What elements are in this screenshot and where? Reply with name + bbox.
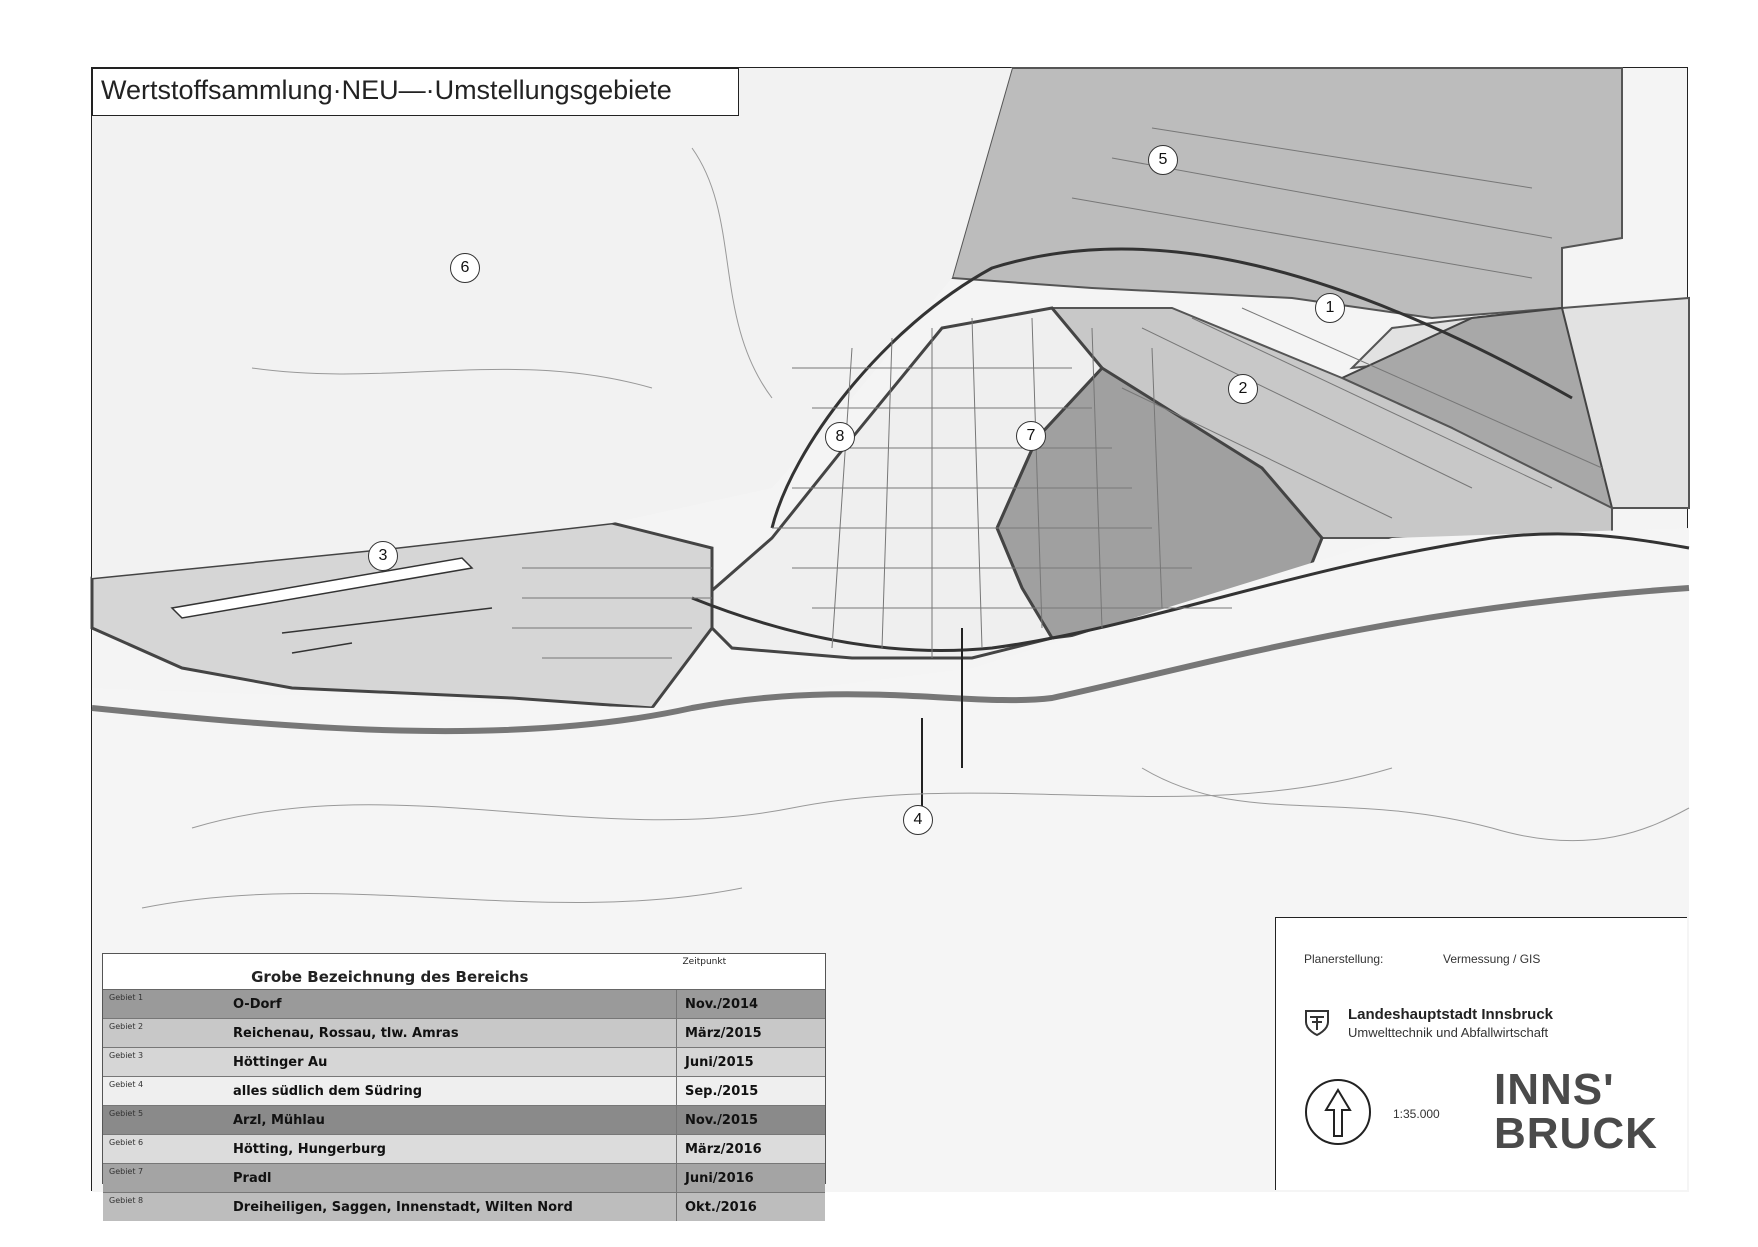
legend-row-name: Hötting, Hungerburg (233, 1135, 677, 1164)
legend-row-name: O-Dorf (233, 990, 677, 1019)
legend-row-name: Reichenau, Rossau, tlw. Amras (233, 1019, 677, 1048)
legend-row-name: Pradl (233, 1164, 677, 1193)
area-marker-5: 5 (1148, 145, 1178, 175)
legend-row-id: Gebiet 4 (103, 1077, 233, 1106)
legend-row-id: Gebiet 7 (103, 1164, 233, 1193)
legend-row (103, 1193, 825, 1222)
legend-row (103, 1164, 825, 1193)
legend-row (103, 1019, 825, 1048)
logo-line-1: INNS' (1494, 1065, 1615, 1114)
legend-row-name: Arzl, Mühlau (233, 1106, 677, 1135)
area-marker-6: 6 (450, 253, 480, 283)
map-title: Wertstoffsammlung·NEU—·Umstellungsgebiete (92, 68, 739, 116)
legend-row (103, 1135, 825, 1164)
legend-row-id: Gebiet 1 (103, 990, 233, 1019)
legend-row-time: Sep./2015 (677, 1077, 826, 1106)
north-arrow-icon (1304, 1078, 1372, 1146)
legend-row-time: Juni/2015 (677, 1048, 826, 1077)
legend-row (103, 1048, 825, 1077)
legend-row-id: Gebiet 8 (103, 1193, 233, 1222)
area-marker-4: 4 (903, 805, 933, 835)
area-marker-7: 7 (1016, 421, 1046, 451)
legend-row-time: März/2016 (677, 1135, 826, 1164)
legend-row-name: Dreiheiligen, Saggen, Innenstadt, Wilten Nord (233, 1193, 677, 1222)
legend-row-name: alles südlich dem Südring (233, 1077, 677, 1106)
area-marker-8: 8 (825, 422, 855, 452)
imprint-label: Planerstellung: (1304, 952, 1384, 966)
legend-row-id: Gebiet 2 (103, 1019, 233, 1048)
legend-row (103, 1077, 825, 1106)
department-name: Umwelttechnik und Abfallwirtschaft (1348, 1025, 1549, 1040)
area-marker-2: 2 (1228, 374, 1258, 404)
map-scale: 1:35.000 (1393, 1107, 1440, 1121)
legend-row-id: Gebiet 6 (103, 1135, 233, 1164)
legend-table (102, 953, 826, 1215)
logo-line-2: BRUCK (1494, 1109, 1658, 1158)
map-frame (91, 67, 1688, 1215)
legend-header: Grobe Bezeichnung des Bereichs (103, 954, 677, 990)
legend-row-time: Okt./2016 (677, 1193, 826, 1222)
area-5 (952, 68, 1622, 318)
area-marker-3: 3 (368, 541, 398, 571)
legend-row (103, 1106, 825, 1135)
legend-row-time: März/2015 (677, 1019, 826, 1048)
city-crest-icon (1304, 1008, 1330, 1036)
imprint-box (1275, 917, 1687, 1190)
legend-row-name: Höttinger Au (233, 1048, 677, 1077)
innsbruck-logo (1494, 1065, 1658, 1158)
organization-name: Landeshauptstadt Innsbruck (1348, 1006, 1554, 1023)
area-marker-1: 1 (1315, 293, 1345, 323)
legend-row (103, 990, 825, 1019)
legend-row-time: Nov./2014 (677, 990, 826, 1019)
legend-row-time: Juni/2016 (677, 1164, 826, 1193)
legend-row-id: Gebiet 5 (103, 1106, 233, 1135)
legend-time-header: Zeitpunkt (677, 954, 826, 990)
legend-row-id: Gebiet 3 (103, 1048, 233, 1077)
legend-row-time: Nov./2015 (677, 1106, 826, 1135)
imprint-value: Vermessung / GIS (1443, 952, 1541, 966)
